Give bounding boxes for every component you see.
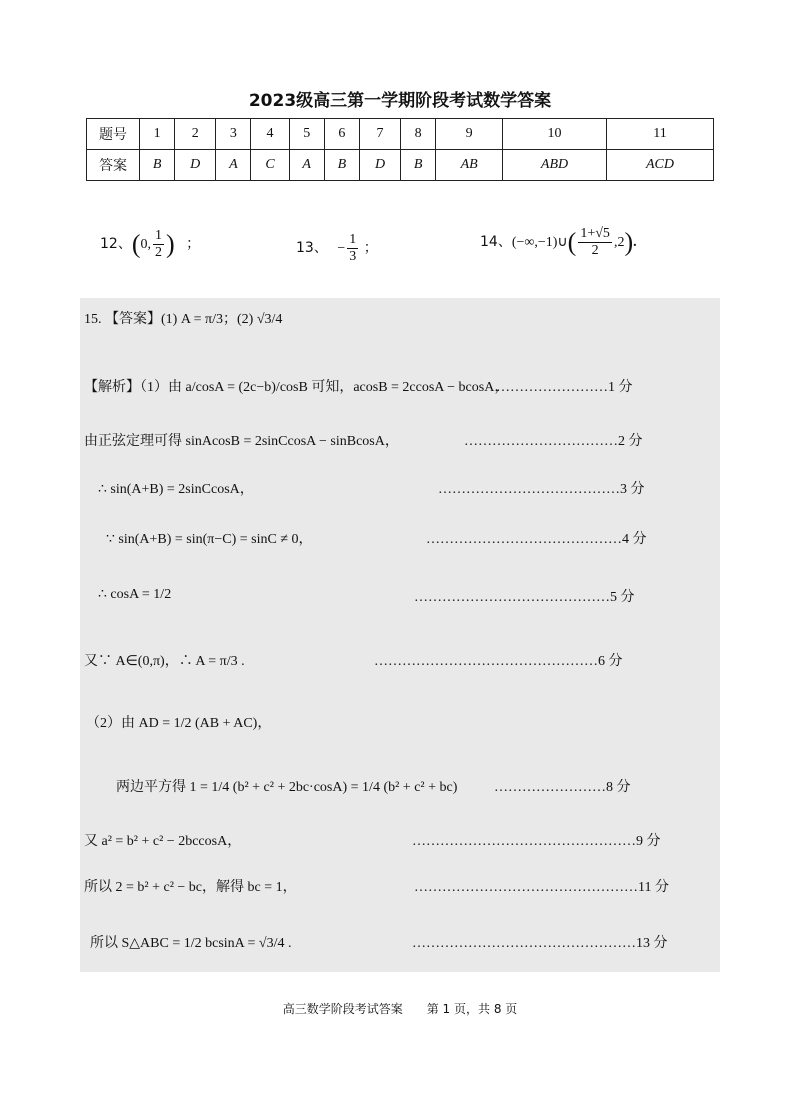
- table-cell: AB: [436, 150, 503, 181]
- numerator: 1: [347, 232, 358, 249]
- numerator: 1+√5: [578, 226, 612, 243]
- solution-line-9: 又 a² = b² + c² − 2bccosA，: [84, 834, 242, 849]
- minus-sign: −: [337, 240, 346, 256]
- fraction: [347, 232, 358, 265]
- solution-line-5: ∴ cosA = 1/2: [98, 587, 172, 602]
- solution-line-3: ∴ sin(A+B) = 2sinCcosA，: [98, 482, 254, 497]
- page-title: 2023级高三第一学期阶段考试数学答案: [248, 91, 552, 111]
- table-cell: A: [289, 150, 324, 181]
- score-mark: …………………………………………11 分: [414, 880, 669, 895]
- table-cell: 4: [251, 119, 289, 150]
- page-footer: 高三数学阶段考试答案 第 1 页，共 8 页: [282, 1002, 518, 1016]
- table-cell: 6: [324, 119, 359, 150]
- solution-line-10: 所以 2 = b² + c² − bc，解得 bc = 1，: [84, 880, 297, 895]
- row-header-answer: 答案: [87, 150, 140, 181]
- question-number: 12、: [100, 235, 132, 252]
- separator: ；: [186, 236, 201, 252]
- solution-line-8: 两边平方得 1 = 1/4 (b² + c² + 2bc·cosA) = 1/4 (b² + c² + bc): [116, 780, 458, 795]
- score-mark: …………………………………………6 分: [374, 654, 623, 669]
- table-cell: 2: [175, 119, 216, 150]
- question-number: 13、: [296, 239, 328, 256]
- score-mark: ……………………………………5 分: [414, 590, 635, 605]
- table-cell: 7: [360, 119, 401, 150]
- fraction: [578, 226, 612, 259]
- table-cell: B: [140, 150, 175, 181]
- q15-answer-heading: 15. 【答案】(1) A = π/3；(2) √3/4: [84, 312, 283, 327]
- table-row: [87, 150, 714, 181]
- answer-13: [296, 232, 378, 265]
- period: .: [633, 234, 637, 250]
- score-mark: ……………………1 分: [496, 380, 633, 395]
- solution-line-7: （2）由 AD = 1/2 (AB + AC)，: [86, 716, 272, 731]
- table-cell: 9: [436, 119, 503, 150]
- row-header-question-no: 题号: [87, 119, 140, 150]
- table-cell: ABD: [503, 150, 607, 181]
- denominator: 3: [349, 249, 357, 265]
- answer-14-tail: ,2: [613, 234, 625, 250]
- solution-line-11: 所以 S△ABC = 1/2 bcsinA = √3/4 .: [90, 936, 292, 951]
- question-number: 14、: [480, 233, 512, 250]
- table-cell: 10: [503, 119, 607, 150]
- table-cell: B: [324, 150, 359, 181]
- table-cell: D: [175, 150, 216, 181]
- table-cell: B: [401, 150, 436, 181]
- denominator: 2: [591, 243, 599, 259]
- solution-line-6: 又∵ A∈(0,π)，∴ A = π/3 .: [84, 654, 245, 669]
- table-cell: 5: [289, 119, 324, 150]
- answer-12: 12、(0, $\frac{1}{2}$ ) ；: [100, 228, 201, 261]
- numerator: 1: [153, 228, 164, 245]
- answer-table: [86, 118, 714, 181]
- answer-14: 14、(−∞,−1)∪( $\frac{1+√5}{2}$ ,2).: [480, 226, 637, 259]
- score-mark: …………………………………………9 分: [412, 834, 661, 849]
- score-mark: …………………………………3 分: [438, 482, 645, 497]
- table-cell: D: [360, 150, 401, 181]
- table-cell: 11: [607, 119, 714, 150]
- solution-line-2: 由正弦定理可得 sinAcosB = 2sinCcosA − sinBcosA，: [84, 434, 399, 449]
- fraction: [153, 228, 164, 261]
- table-cell: ACD: [607, 150, 714, 181]
- separator: ；: [363, 240, 378, 256]
- table-cell: 1: [140, 119, 175, 150]
- table-cell: C: [251, 150, 289, 181]
- score-mark: …………………………………………13 分: [412, 936, 668, 951]
- answer-14-part: (−∞,−1)∪: [511, 234, 568, 250]
- table-row: [87, 119, 714, 150]
- score-mark: ……………………………2 分: [464, 434, 643, 449]
- score-mark: ……………………………………4 分: [426, 532, 647, 547]
- solution-panel: [80, 298, 720, 972]
- table-cell: 8: [401, 119, 436, 150]
- score-mark: ……………………8 分: [494, 780, 631, 795]
- answer-12-part: 0,: [140, 236, 151, 252]
- denominator: 2: [155, 245, 162, 261]
- solution-line-4: ∵ sin(A+B) = sin(π−C) = sinC ≠ 0，: [106, 532, 313, 547]
- table-cell: A: [216, 150, 251, 181]
- table-cell: 3: [216, 119, 251, 150]
- solution-line-1: 【解析】（1）由 a/cosA = (2c−b)/cosB 可知，acosB = 2ccosA − bcosA，: [84, 380, 509, 395]
